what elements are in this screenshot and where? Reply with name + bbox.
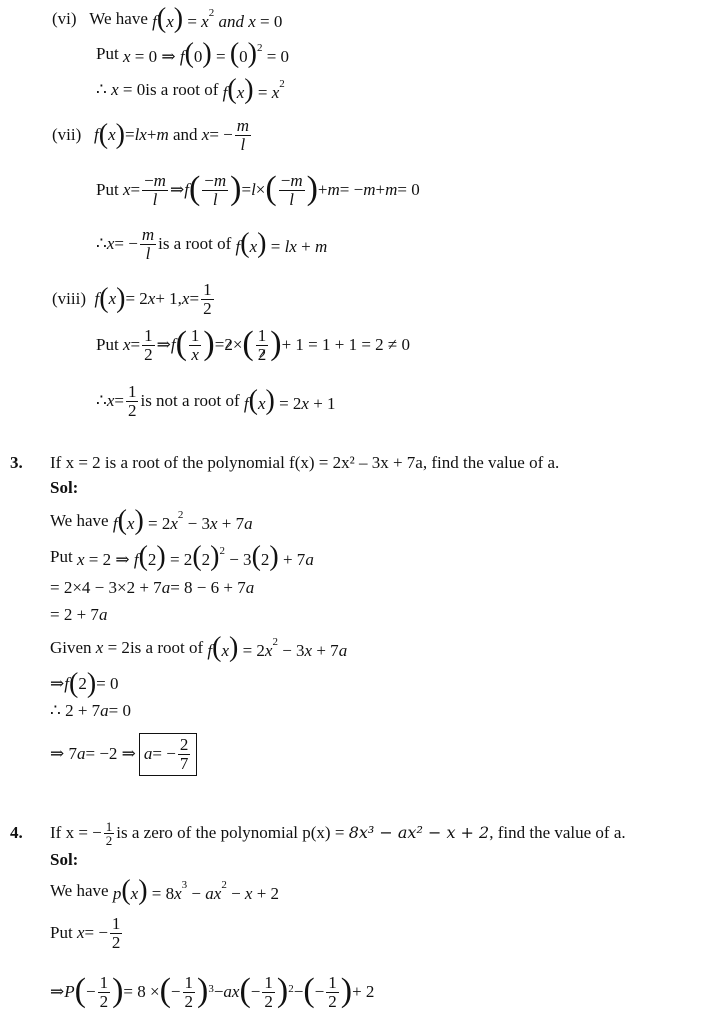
vi-math-1: $f(x) = x^2$ and x = 0 bbox=[152, 3, 283, 34]
vii-math-4: ∴ x = − $\frac{m}{l}$ bbox=[96, 224, 155, 263]
q3-math-2: x = 2 ⇒ $f(2) = 2(2)^2 - 3(2) + 7a$ bbox=[76, 541, 314, 572]
viii-line-2 bbox=[96, 320, 410, 370]
q4-math-3: ⇒ P ( − $\frac{1}{2}$ ) = 8 × ( − $\frac{1}{2}$ ) $^3$ − ax ( − $\frac{1}{2}$ ) $^2$ − ( − $\frac{1}{2}$ ) + 2 bbox=[50, 972, 375, 1011]
q3-put-text: Put bbox=[50, 547, 73, 566]
q3-math-1: $f(x) = 2x^2 - 3x + 7a$ bbox=[112, 505, 253, 536]
viii-math-3: ∴ x = $\frac{1}{2}$ bbox=[96, 381, 137, 420]
viii-not-root-text: is not a root of bbox=[140, 391, 240, 410]
q3-line-7: ∴ 2 + 7 a = 0 bbox=[50, 701, 131, 720]
q4-put-text: Put bbox=[50, 923, 73, 942]
vii-math-2: x = − $\frac{m}{l}$ bbox=[201, 115, 250, 154]
vii-math-5: f(x) = lx + m bbox=[235, 228, 328, 259]
q3-have-text: We have bbox=[50, 511, 109, 530]
vi-math-3: ∴ x = 0 bbox=[96, 80, 146, 99]
q3-line-5 bbox=[50, 634, 347, 662]
q3-sol-label: Sol: bbox=[50, 478, 79, 497]
q3-given-text: Given bbox=[50, 638, 92, 657]
viii-line-1 bbox=[52, 275, 216, 323]
vii-line-1 bbox=[52, 110, 253, 160]
vii-math-3: x = $\frac{-m}{l}$ ⇒ f ( $\frac{-m}{l}$ ) = l × ( $\frac{-m}{l}$ ) + m = − m + m = 0 bbox=[122, 170, 420, 209]
viii-math-2: x = $\frac{1}{2}$ ⇒ f ( $\frac{1}{x}$ ) = 2 × ( $\frac{1}{2}$ ) + 1 = 1 + 1 = 2 ≠ 0 bbox=[122, 325, 410, 364]
viii-put-text: Put bbox=[96, 335, 119, 354]
vii-math-1: f ( x ) = lx + m bbox=[94, 119, 169, 150]
q4-math-2: x = − $\frac{1}{2}$ bbox=[76, 913, 121, 952]
vi-line-3 bbox=[96, 76, 285, 104]
vii-and-text: and bbox=[172, 125, 198, 144]
vi-put-text: Put bbox=[96, 44, 119, 63]
vii-label: (vii) bbox=[52, 125, 82, 144]
vi-have-text: We have bbox=[89, 9, 148, 28]
q3-math-3: x = 2 bbox=[95, 638, 130, 657]
q3-line-6: ⇒ f ( 2 ) = 0 bbox=[50, 668, 119, 699]
vii-is-root-text: is a root of bbox=[158, 234, 232, 253]
q3-is-root-text: is a root of bbox=[129, 638, 204, 657]
q3-line-8: ⇒ 7 a = −2 ⇒ a = − $\frac{2}{7}$ bbox=[50, 730, 197, 778]
viii-line-3 bbox=[96, 378, 336, 424]
vii-line-3 bbox=[96, 222, 327, 266]
q4-line-3 bbox=[50, 966, 374, 1018]
q3-line-3: = 2×4 − 3×2 + 7 a = 8 − 6 + 7 a bbox=[50, 578, 255, 597]
q3-number: 3. bbox=[10, 453, 23, 472]
q3-math-4: $f(x) = 2x^2 - 3x + 7a$ bbox=[207, 632, 348, 663]
vi-is-root-text: is a root of bbox=[145, 80, 219, 99]
q4-question bbox=[50, 818, 626, 848]
q3-line-4: = 2 + 7 a bbox=[50, 605, 108, 624]
vii-put-text: Put bbox=[96, 180, 119, 199]
vi-math-2: x = 0 ⇒ $f(0) = (0)^2 = 0$ bbox=[122, 38, 290, 69]
viii-math-4: f(x) = 2x + 1 bbox=[243, 385, 336, 416]
q3-answer-box: a = − $\frac{2}{7}$ bbox=[139, 733, 197, 776]
vi-label: (vi) bbox=[52, 9, 77, 28]
q4-question-end: , find the value of a. bbox=[489, 823, 626, 842]
q4-question-frac: − $\frac{1}{2}$ bbox=[92, 818, 113, 848]
viii-math-1: f ( x ) = 2 x + 1, x = $\frac{1}{2}$ bbox=[94, 279, 212, 318]
q3-question: If x = 2 is a root of the polynomial f(x) = 2x² – 3x + 7a, find the value of a. bbox=[50, 453, 560, 472]
q4-math-1: $p(x) = 8x^3 - ax^2 - x + 2$ bbox=[112, 875, 280, 906]
q4-line-2 bbox=[50, 910, 124, 956]
q4-question-pre: If x = bbox=[50, 823, 88, 842]
q4-line-1 bbox=[50, 877, 279, 905]
vii-line-2 bbox=[96, 165, 420, 215]
q4-question-post: is a zero of the polynomial p(x) = bbox=[116, 823, 345, 842]
q4-have-text: We have bbox=[50, 881, 109, 900]
vi-math-4: $f(x) = x^2$ bbox=[222, 74, 285, 105]
vi-line-2 bbox=[96, 40, 289, 68]
viii-label: (viii) bbox=[52, 289, 86, 308]
q4-number: 4. bbox=[10, 823, 23, 842]
q4-question-poly: 8x³ − ax² − x + 2 bbox=[348, 823, 490, 842]
q3-line-1 bbox=[50, 507, 253, 535]
vi-line-1 bbox=[52, 5, 282, 33]
q4-sol-label: Sol: bbox=[50, 850, 79, 869]
q3-line-2 bbox=[50, 543, 314, 571]
